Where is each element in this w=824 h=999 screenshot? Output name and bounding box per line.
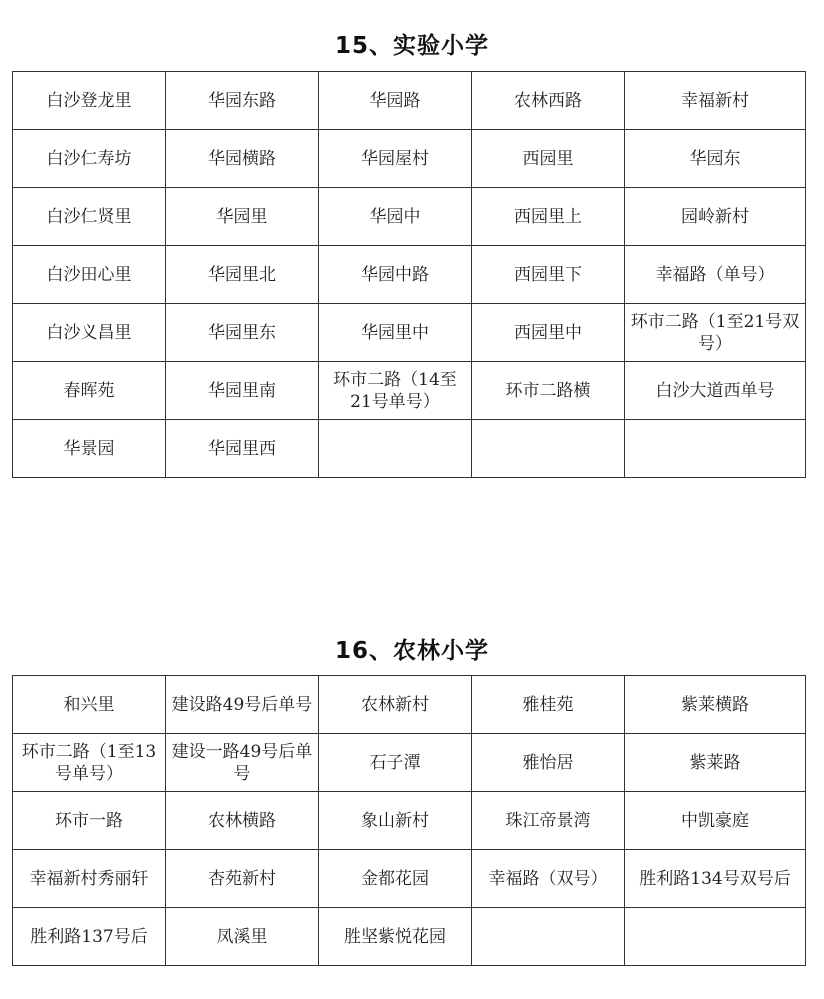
table-row bbox=[13, 246, 806, 304]
table-cell: 金都花园 bbox=[319, 850, 472, 908]
table-cell: 建设一路49号后单号 bbox=[166, 734, 319, 792]
table-cell: 雅怡居 bbox=[472, 734, 625, 792]
table-cell bbox=[472, 420, 625, 478]
table-cell: 西园里 bbox=[472, 130, 625, 188]
table-cell: 华园里北 bbox=[166, 246, 319, 304]
table-cell: 幸福路（单号） bbox=[625, 246, 806, 304]
table-cell: 白沙大道西单号 bbox=[625, 362, 806, 420]
table-cell: 和兴里 bbox=[13, 676, 166, 734]
table-cell: 幸福路（双号） bbox=[472, 850, 625, 908]
table-row bbox=[13, 792, 806, 850]
table-cell: 环市二路横 bbox=[472, 362, 625, 420]
table-cell: 石子潭 bbox=[319, 734, 472, 792]
table-row bbox=[13, 188, 806, 246]
table-cell: 华园里中 bbox=[319, 304, 472, 362]
table-cell: 紫莱路 bbox=[625, 734, 806, 792]
table-cell: 建设路49号后单号 bbox=[166, 676, 319, 734]
table-cell: 白沙登龙里 bbox=[13, 72, 166, 130]
table-cell: 中凯豪庭 bbox=[625, 792, 806, 850]
table-cell: 象山新村 bbox=[319, 792, 472, 850]
table-cell bbox=[319, 420, 472, 478]
section-title: 15、实验小学 bbox=[334, 33, 489, 59]
table-cell: 园岭新村 bbox=[625, 188, 806, 246]
table-cell: 华园横路 bbox=[166, 130, 319, 188]
address-table bbox=[12, 675, 806, 966]
table-row bbox=[13, 734, 806, 792]
table-cell: 白沙义昌里 bbox=[13, 304, 166, 362]
section-title: 16、农林小学 bbox=[334, 638, 489, 664]
table-cell: 华园里西 bbox=[166, 420, 319, 478]
table-row bbox=[13, 676, 806, 734]
table-cell: 华园里 bbox=[166, 188, 319, 246]
table-cell: 西园里下 bbox=[472, 246, 625, 304]
table-cell: 环市二路（1至13号单号） bbox=[13, 734, 166, 792]
table-row bbox=[13, 130, 806, 188]
table-cell: 幸福新村秀丽轩 bbox=[13, 850, 166, 908]
table-row bbox=[13, 362, 806, 420]
table-cell: 华园中 bbox=[319, 188, 472, 246]
table-cell bbox=[472, 908, 625, 966]
table-cell: 胜坚紫悦花园 bbox=[319, 908, 472, 966]
table-cell: 凤溪里 bbox=[166, 908, 319, 966]
table-cell: 雅桂苑 bbox=[472, 676, 625, 734]
table-cell: 华园里南 bbox=[166, 362, 319, 420]
table-cell: 紫莱横路 bbox=[625, 676, 806, 734]
table-cell: 白沙田心里 bbox=[13, 246, 166, 304]
table-cell: 华园东 bbox=[625, 130, 806, 188]
table-row bbox=[13, 850, 806, 908]
table-row bbox=[13, 304, 806, 362]
table-cell: 杏苑新村 bbox=[166, 850, 319, 908]
table-cell bbox=[625, 420, 806, 478]
address-table bbox=[12, 71, 806, 478]
table-cell: 西园里上 bbox=[472, 188, 625, 246]
table-cell: 白沙仁寿坊 bbox=[13, 130, 166, 188]
table-cell: 珠江帝景湾 bbox=[472, 792, 625, 850]
table-cell: 环市一路 bbox=[13, 792, 166, 850]
table-cell: 环市二路（1至21号双号） bbox=[625, 304, 806, 362]
table-cell: 华园屋村 bbox=[319, 130, 472, 188]
table-cell: 华园里东 bbox=[166, 304, 319, 362]
table-cell: 华园路 bbox=[319, 72, 472, 130]
table-row bbox=[13, 908, 806, 966]
table-cell: 华园东路 bbox=[166, 72, 319, 130]
table-cell: 春晖苑 bbox=[13, 362, 166, 420]
table-cell: 胜利路137号后 bbox=[13, 908, 166, 966]
table-cell: 幸福新村 bbox=[625, 72, 806, 130]
table-cell: 农林横路 bbox=[166, 792, 319, 850]
table-cell: 华景园 bbox=[13, 420, 166, 478]
table-row bbox=[13, 72, 806, 130]
table-cell bbox=[625, 908, 806, 966]
table-cell: 华园中路 bbox=[319, 246, 472, 304]
table-cell: 胜利路134号双号后 bbox=[625, 850, 806, 908]
table-cell: 环市二路（14至21号单号） bbox=[319, 362, 472, 420]
table-row bbox=[13, 420, 806, 478]
table-cell: 西园里中 bbox=[472, 304, 625, 362]
table-cell: 农林新村 bbox=[319, 676, 472, 734]
table-cell: 白沙仁贤里 bbox=[13, 188, 166, 246]
table-cell: 农林西路 bbox=[472, 72, 625, 130]
